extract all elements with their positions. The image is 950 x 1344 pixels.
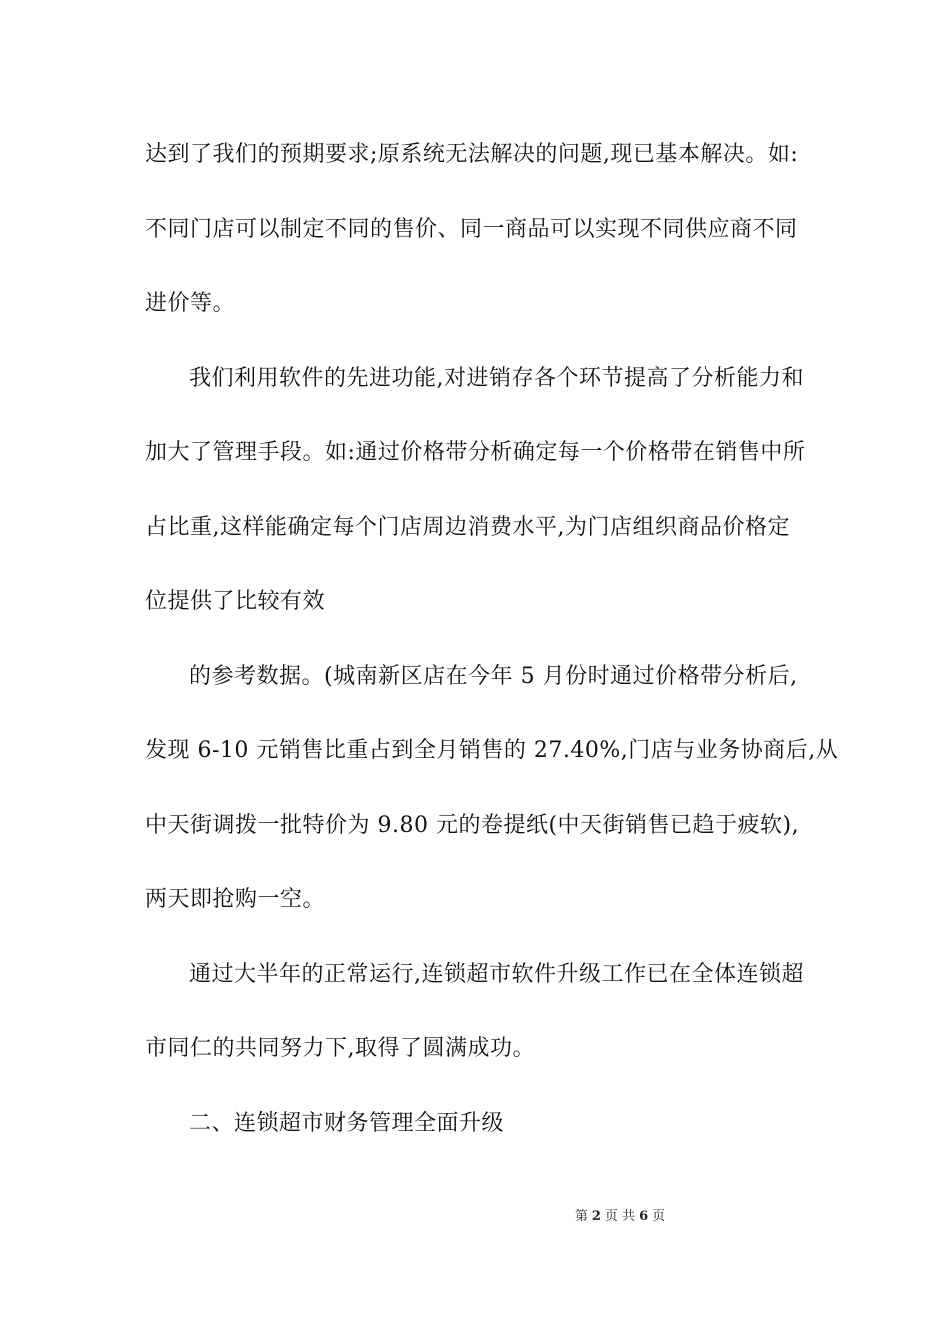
page-footer — [0, 1208, 950, 1226]
total-page-number: 6 — [639, 1209, 649, 1224]
paragraph-line: 进价等。 — [145, 291, 236, 316]
paragraph-line: 位提供了比较有效 — [145, 589, 326, 614]
paragraph-line: 中天街调拨一批特价为 9.80 元的卷提纸(中天街销售已趋于疲软), — [145, 813, 800, 838]
footer-prefix: 第 — [574, 1209, 588, 1224]
paragraph-line: 达到了我们的预期要求;原系统无法解决的问题,现已基本解决。如: — [145, 142, 799, 167]
footer-middle: 页 共 — [604, 1209, 636, 1224]
paragraph-line: 加大了管理手段。如:通过价格带分析确定每一个价格带在销售中所 — [145, 440, 806, 465]
paragraph-line: 的参考数据。(城南新区店在今年 5 月份时通过价格带分析后, — [189, 664, 798, 689]
section-heading: 二、连锁超市财务管理全面升级 — [189, 1111, 505, 1136]
current-page-number: 2 — [591, 1209, 601, 1224]
paragraph-line: 占比重,这样能确定每个门店周边消费水平,为门店组织商品价格定 — [145, 515, 790, 540]
paragraph-line: 发现 6-10 元销售比重占到全月销售的 27.40%,门店与业务协商后,从 — [145, 738, 839, 763]
footer-suffix: 页 — [652, 1209, 666, 1224]
paragraph-line: 两天即抢购一空。 — [145, 887, 326, 912]
paragraph-line: 不同门店可以制定不同的售价、同一商品可以实现不同供应商不同 — [145, 217, 798, 242]
paragraph-line: 市同仁的共同努力下,取得了圆满成功。 — [145, 1036, 535, 1061]
paragraph-line: 我们利用软件的先进功能,对进销存各个环节提高了分析能力和 — [189, 366, 804, 391]
paragraph-line: 通过大半年的正常运行,连锁超市软件升级工作已在全体连锁超 — [189, 962, 804, 987]
